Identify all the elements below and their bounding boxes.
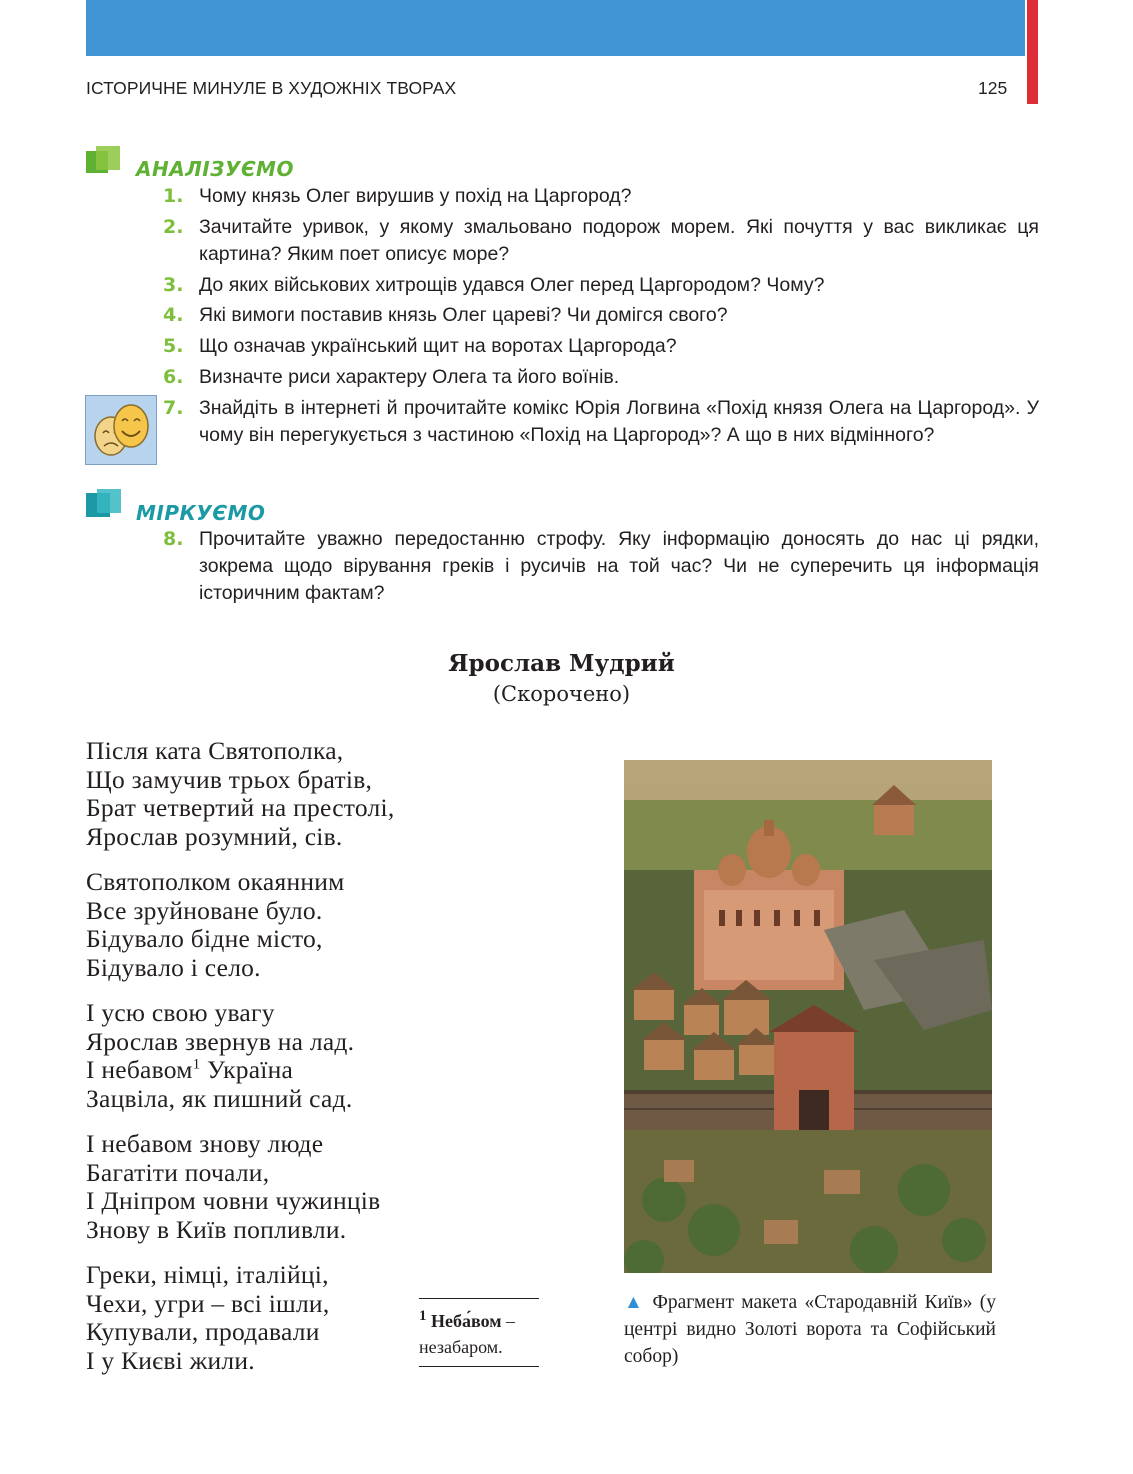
think-title: МІРКУЄМО (136, 501, 266, 525)
running-head: ІСТОРИЧНЕ МИНУЛЕ В ХУДОЖНІХ ТВОРАХ (86, 78, 457, 98)
caption-triangle-icon: ▲ (624, 1292, 646, 1313)
poem-line: Бідувало бідне місто, (86, 924, 323, 953)
think-section-heading (86, 489, 286, 529)
poem-line: Зацвіла, як пишний сад. (86, 1083, 353, 1113)
poem-line: Святополком окаянним (86, 867, 345, 896)
poem-line: І Дніпром човни чужинців (86, 1186, 381, 1215)
question-item: 4. Які вимоги поставив князь Олег цареві? Чи домігся свого? (163, 304, 728, 327)
poem-body (86, 737, 606, 1392)
stanza (86, 999, 606, 1113)
poem-line: І усю свою увагу (86, 998, 275, 1027)
chapter-tab (1027, 0, 1038, 104)
analyze-section-heading (86, 146, 294, 186)
poem-subtitle: (Скорочено) (492, 682, 631, 706)
poem-line: Купували, продавали (86, 1317, 320, 1346)
poem-line: Все зруйноване було. (86, 895, 323, 925)
question-item: 1. Чому князь Олег вирушив у похід на Царгород? (163, 185, 632, 207)
header-band (86, 0, 1025, 56)
footnote-term: Неба́вом (431, 1311, 502, 1331)
stanza (86, 1130, 606, 1244)
ancient-kyiv-model-photo (624, 760, 992, 1273)
think-question-list (163, 526, 1039, 611)
figure-caption: ▲ Фрагмент макета «Стародавній Київ» (у центрі видно Золоті ворота та Софійський собор) (624, 1292, 996, 1367)
question-item: 2. Зачитайте уривок, у якому змальовано подорож морем. Які почуття у вас викликає ця картина? Яким поет описує море? (163, 215, 1039, 265)
poem-line: Брат четвертий на престолі, (86, 793, 395, 822)
analyze-title: АНАЛІЗУЄМО (136, 157, 294, 181)
poem-line: Ярослав розумний, сів. (86, 821, 343, 851)
poem-line: Чехи, угри – всі ішли, (86, 1288, 330, 1318)
footnote: $^1$ Неба́вом – незабаром. (419, 1298, 539, 1367)
poem-line: I небавом$^1$ Україна (86, 1055, 294, 1084)
question-item: 5. Що означав український щит на воротах Царгорода? (163, 335, 677, 358)
poem-line: Що замучив трьох братів, (86, 764, 373, 794)
poem-line: І небавом знову люде (86, 1129, 324, 1158)
poem-line: І у Києві жили. (86, 1345, 255, 1375)
stanza (86, 868, 606, 982)
footnote-definition: – незабаром. (419, 1311, 516, 1357)
stanza (86, 737, 606, 851)
question-item: 3. До яких військових хитрощів удався Олег перед Царгородом? Чому? (163, 273, 825, 296)
theatre-masks-icon (85, 395, 157, 465)
poem-line: Знову в Київ попливли. (86, 1214, 347, 1244)
poem-line: Ярослав звернув на лад. (86, 1026, 355, 1056)
footnote-marker: 1 (192, 1056, 201, 1073)
analyze-question-list (163, 183, 1039, 453)
poem-title: Ярослав Мудрий (448, 650, 675, 677)
poem-line: Греки, німці, італійці, (86, 1260, 329, 1289)
page-number: 125 (978, 78, 1008, 98)
question-item: 8. Прочитайте уважно передостанню строфу. Яку інформацію доносять до нас ці рядки, зокрема щодо вірування греків і русичів на той час? Чи не суперечить ця інформація історичним фактам? (163, 528, 1039, 604)
question-item: 7. Знайдіть в інтернеті й прочитайте комікс Юрія Логвина «Похід князя Олега на Царгород». У чому він перегукується з частиною «Похід на Царгород»? А що в них відмінного? (163, 396, 1039, 446)
poem-line: Багатіти почали, (86, 1157, 270, 1187)
poem-line: Після ката Святополка, (86, 736, 344, 765)
poem-line: Бідувало і село. (86, 952, 261, 982)
question-item: 6. Визначте риси характеру Олега та його воїнів. (163, 365, 620, 388)
